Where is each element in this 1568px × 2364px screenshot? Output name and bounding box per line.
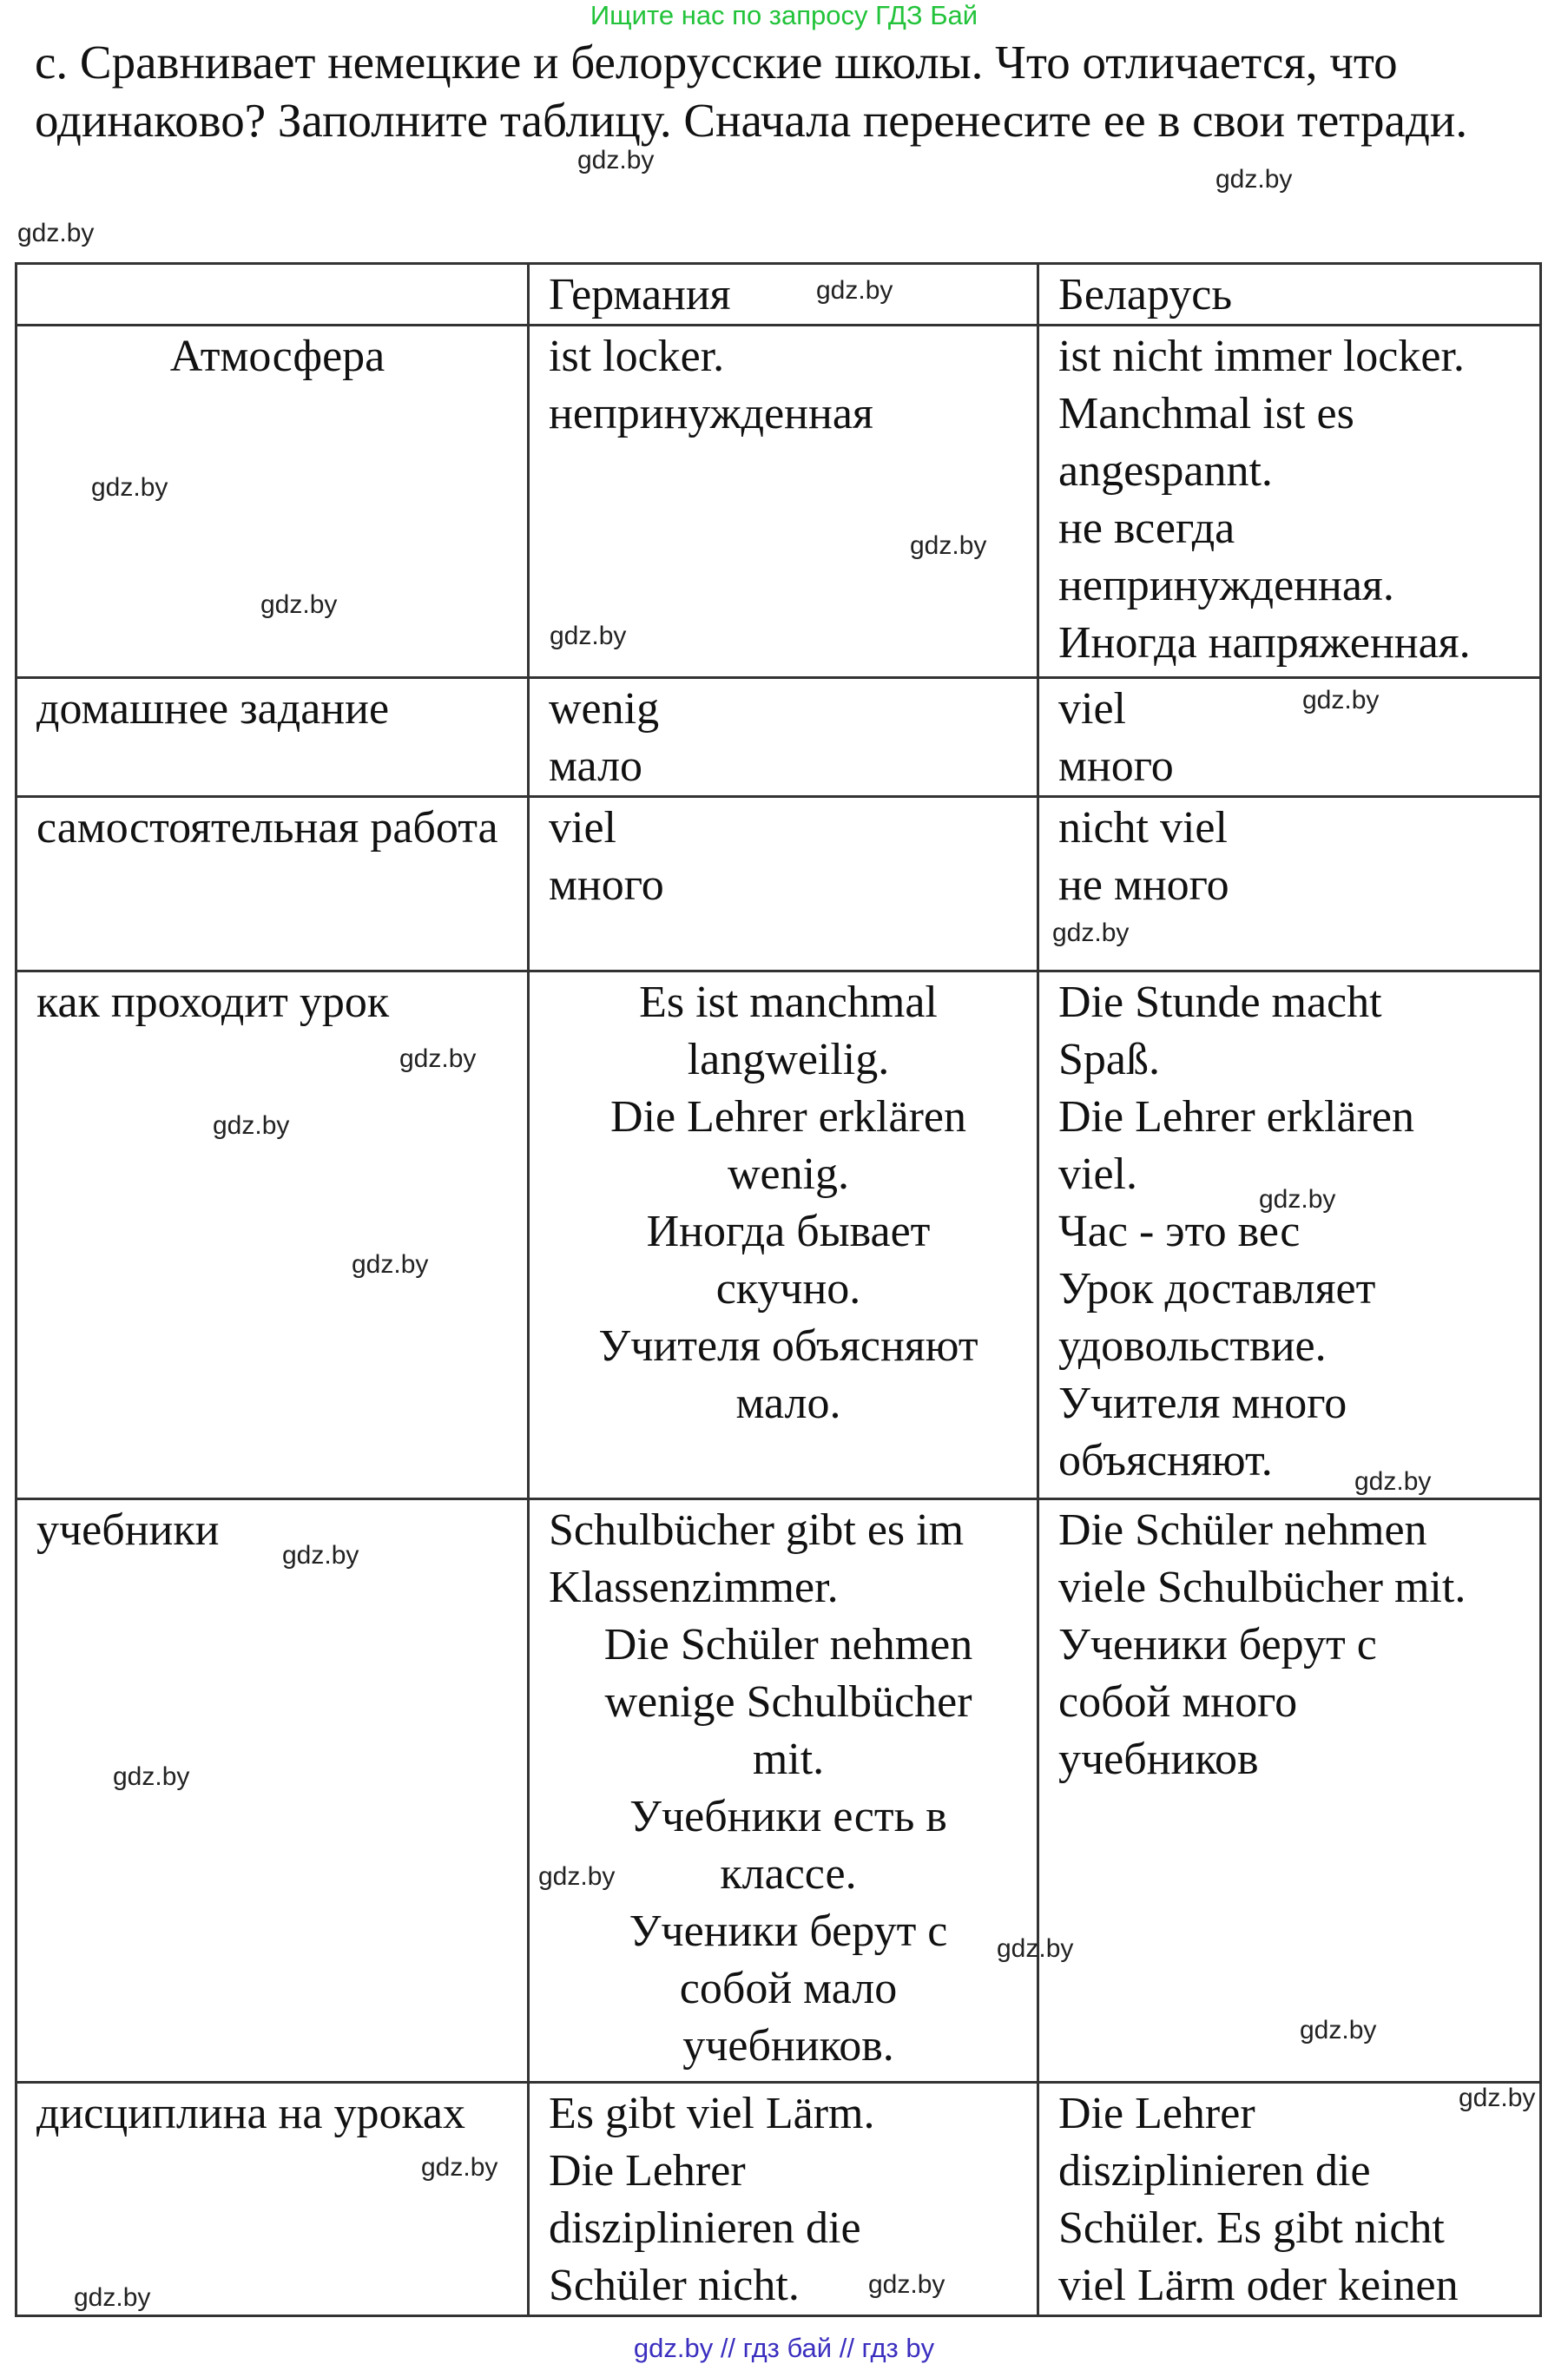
belarus-cell [1038,326,1541,678]
row-label: самостоятельная работа [16,797,529,971]
germany-cell [529,678,1038,797]
germany-line: Иногда бывает [646,1207,931,1256]
search-hint-link[interactable]: Ищите нас по запросу ГДЗ Бай [590,0,978,30]
belarus-line: Die Lehrer erklären [1058,1092,1414,1142]
watermark: gdz.by [399,1044,477,1073]
watermark: gdz.by [538,1862,616,1891]
germany-line: собой мало [679,1964,898,2013]
watermark: gdz.by [113,1762,190,1791]
germany-line: ist locker. [549,332,725,381]
belarus-line: viel [1058,684,1126,734]
germany-line: учебников. [682,2021,894,2071]
germany-line: Учебники есть в [629,1792,947,1841]
watermark: gdz.by [1354,1467,1432,1496]
header-germany: Германия [529,264,1038,326]
watermark: gdz.by [74,2283,151,2312]
watermark: gdz.by [1259,1185,1336,1214]
task-text: c. Сравнивает немецкие и белорусские школы. Что отличается, что одинаково? Заполните таблицу. Сначала перенесите ее в свои тетради. [35,36,1468,147]
germany-line: wenige Schulbücher [604,1677,972,1727]
belarus-line: Иногда напряженная. [1058,618,1471,668]
germany-cell [529,971,1038,1499]
belarus-line: Die Lehrer [1058,2089,1255,2138]
header-cell-empty [16,264,529,326]
germany-line: wenig. [727,1149,850,1199]
germany-line: Die Lehrer [549,2146,746,2196]
germany-line: Die Lehrer erklären [610,1092,966,1142]
table-row [16,1499,1541,2083]
germany-cell [529,2083,1038,2316]
belarus-line: Час - это вес [1058,1207,1301,1256]
row-label: учебники [16,1499,529,2083]
belarus-line: viel. [1058,1149,1137,1199]
germany-line: langweilig. [687,1035,890,1084]
germany-line: Ученики берут с [629,1906,948,1956]
watermark: gdz.by [421,2153,498,2182]
belarus-cell [1038,1499,1541,2083]
germany-line: Es gibt viel Lärm. [549,2089,875,2138]
watermark: gdz.by [1302,686,1380,714]
watermark: gdz.by [868,2270,945,2299]
germany-line: viel [549,803,616,853]
watermark: gdz.by [1300,2016,1377,2045]
germany-line: мало. [735,1379,841,1428]
belarus-line: Spaß. [1058,1035,1160,1084]
belarus-line: viele Schulbücher mit. [1058,1563,1466,1612]
belarus-line: объясняют. [1058,1436,1273,1485]
germany-line: mit. [752,1735,825,1784]
belarus-line: учебников [1058,1735,1259,1784]
belarus-line: viel Lärm oder keinen [1058,2261,1459,2310]
header-belarus: Беларусь [1038,264,1541,326]
table-row [16,326,1541,678]
watermark: gdz.by [260,590,338,619]
watermark: gdz.by [816,276,893,305]
germany-line: Учителя объясняют [598,1321,978,1371]
belarus-line: ist nicht immer locker. [1058,332,1465,381]
watermark: gdz.by [213,1111,290,1140]
belarus-line: Die Schüler nehmen [1058,1505,1427,1555]
watermark: gdz.by [1216,165,1293,194]
table-row [16,2083,1541,2316]
germany-line: мало [549,741,643,791]
table-header-row [16,264,1541,326]
watermark: gdz.by [91,473,168,502]
belarus-line: не много [1058,860,1229,910]
germany-line: wenig [549,684,660,734]
watermark: gdz.by [1052,919,1130,947]
belarus-line: Die Stunde macht [1058,978,1382,1027]
row-label: Атмосфера [16,326,529,678]
germany-line: Schulbücher gibt es im [549,1505,965,1555]
watermark: gdz.by [282,1541,359,1570]
belarus-line: angespannt. [1058,446,1273,496]
germany-line: Die Schüler nehmen [603,1620,973,1669]
belarus-line: Учителя много [1058,1379,1347,1428]
watermark: gdz.by [550,622,627,650]
footer-links[interactable]: gdz.by // гдз бай // гдз by [633,2333,935,2363]
row-label: домашнее задание [16,678,529,797]
belarus-line: nicht viel [1058,803,1228,853]
watermark: gdz.by [910,531,987,560]
germany-line: скучно. [715,1264,861,1314]
row-label: как проходит урок [16,971,529,1499]
belarus-line: disziplinieren die [1058,2146,1371,2196]
table-row [16,971,1541,1499]
germany-line: disziplinieren die [549,2203,861,2253]
comparison-table [15,262,1542,2317]
belarus-line: Manchmal ist es [1058,389,1354,438]
germany-line: непринужденная [549,389,873,438]
watermark: gdz.by [1459,2084,1536,2112]
belarus-cell [1038,678,1541,797]
belarus-line: собой много [1058,1677,1298,1727]
belarus-line: не всегда [1058,504,1235,553]
belarus-line: Ученики берут с [1058,1620,1377,1669]
belarus-cell [1038,971,1541,1499]
row-label: дисциплина на уроках [16,2083,529,2316]
belarus-cell [1038,2083,1541,2316]
belarus-line: Schüler. Es gibt nicht [1058,2203,1445,2253]
germany-line: много [549,860,664,910]
table-row [16,797,1541,971]
germany-line: классе. [720,1849,857,1899]
germany-cell [529,1499,1038,2083]
germany-cell [529,797,1038,971]
germany-line: Es ist manchmal [639,978,938,1027]
belarus-line: Урок доставляет [1058,1264,1376,1314]
watermark: gdz.by [577,146,655,175]
belarus-line: удовольствие. [1058,1321,1327,1371]
belarus-line: много [1058,741,1174,791]
watermark: gdz.by [352,1250,429,1279]
watermark: gdz.by [17,219,95,247]
germany-line: Klassenzimmer. [549,1563,839,1612]
belarus-line: непринужденная. [1058,561,1394,610]
germany-line: Schüler nicht. [549,2261,800,2310]
watermark: gdz.by [997,1934,1074,1963]
